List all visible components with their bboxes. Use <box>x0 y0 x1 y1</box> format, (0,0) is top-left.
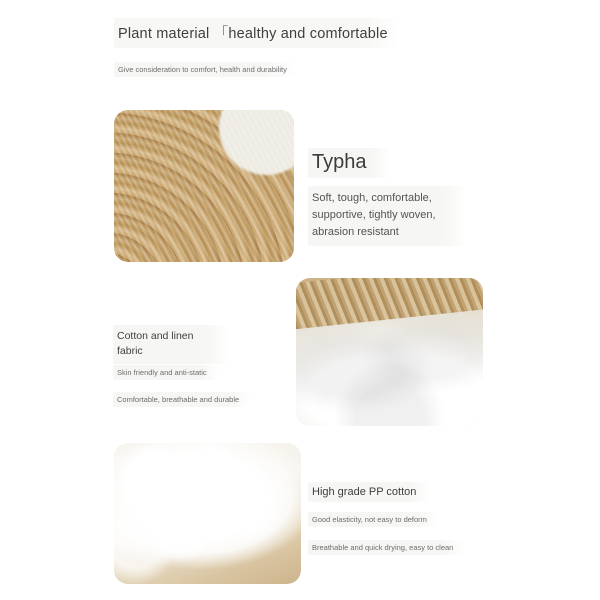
page-title: Plant material 「healthy and comfortable <box>114 18 398 48</box>
pp-cotton-note-1: Good elasticity, not easy to deform <box>308 512 439 527</box>
cotton-linen-heading: Cotton and linen fabric <box>113 325 229 364</box>
page-subtitle: Give consideration to comfort, health and durability <box>114 62 297 77</box>
cotton-linen-note-1: Skin friendly and anti-static <box>113 365 219 380</box>
pp-cotton-heading: High grade PP cotton <box>308 482 430 502</box>
typha-description: Soft, tough, comfortable, supportive, tightly woven, abrasion resistant <box>308 186 466 246</box>
typha-woven-rope-photo <box>114 110 294 262</box>
pp-cotton-fill-photo <box>114 443 301 584</box>
cotton-linen-note-2: Comfortable, breathable and durable <box>113 392 251 407</box>
white-cushion-photo <box>296 278 483 426</box>
pp-cotton-note-2: Breathable and quick drying, easy to clean <box>308 540 465 555</box>
typha-heading: Typha <box>308 148 390 178</box>
typha-photo-highlight <box>219 110 294 175</box>
